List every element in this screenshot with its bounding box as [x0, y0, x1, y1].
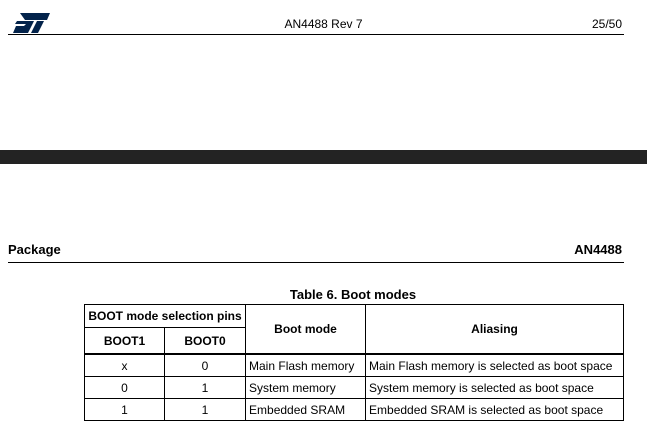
- header-rule: [8, 34, 624, 35]
- page-break-band: [0, 150, 647, 164]
- cell-boot0: 0: [165, 354, 246, 377]
- cell-boot1: x: [85, 354, 165, 377]
- section-title: Package: [8, 242, 61, 257]
- section-rule: [8, 262, 624, 263]
- doc-reference: AN4488 Rev 7: [284, 17, 363, 31]
- cell-alias: System memory is selected as boot space: [366, 377, 624, 399]
- cell-boot1: 1: [85, 399, 165, 421]
- cell-mode: Embedded SRAM: [246, 399, 366, 421]
- cell-boot0: 1: [165, 399, 246, 421]
- col-aliasing: Aliasing: [366, 305, 624, 355]
- page-number: 25/50: [591, 17, 622, 31]
- col-boot1: BOOT1: [85, 328, 165, 355]
- group-header: BOOT mode selection pins: [85, 305, 246, 328]
- cell-alias: Main Flash memory is selected as boot space: [366, 354, 624, 377]
- table-row: [85, 399, 624, 421]
- col-boot0: BOOT0: [165, 328, 246, 355]
- cell-mode: Main Flash memory: [246, 354, 366, 377]
- cell-boot1: 0: [85, 377, 165, 399]
- cell-alias: Embedded SRAM is selected as boot space: [366, 399, 624, 421]
- cell-boot0: 1: [165, 377, 246, 399]
- table-row: [85, 354, 624, 377]
- col-boot-mode: Boot mode: [246, 305, 366, 355]
- boot-modes-table: [84, 304, 624, 421]
- table-row: [85, 377, 624, 399]
- cell-mode: System memory: [246, 377, 366, 399]
- section-doc-ref: AN4488: [574, 242, 622, 257]
- table-caption: Table 6. Boot modes: [289, 287, 417, 302]
